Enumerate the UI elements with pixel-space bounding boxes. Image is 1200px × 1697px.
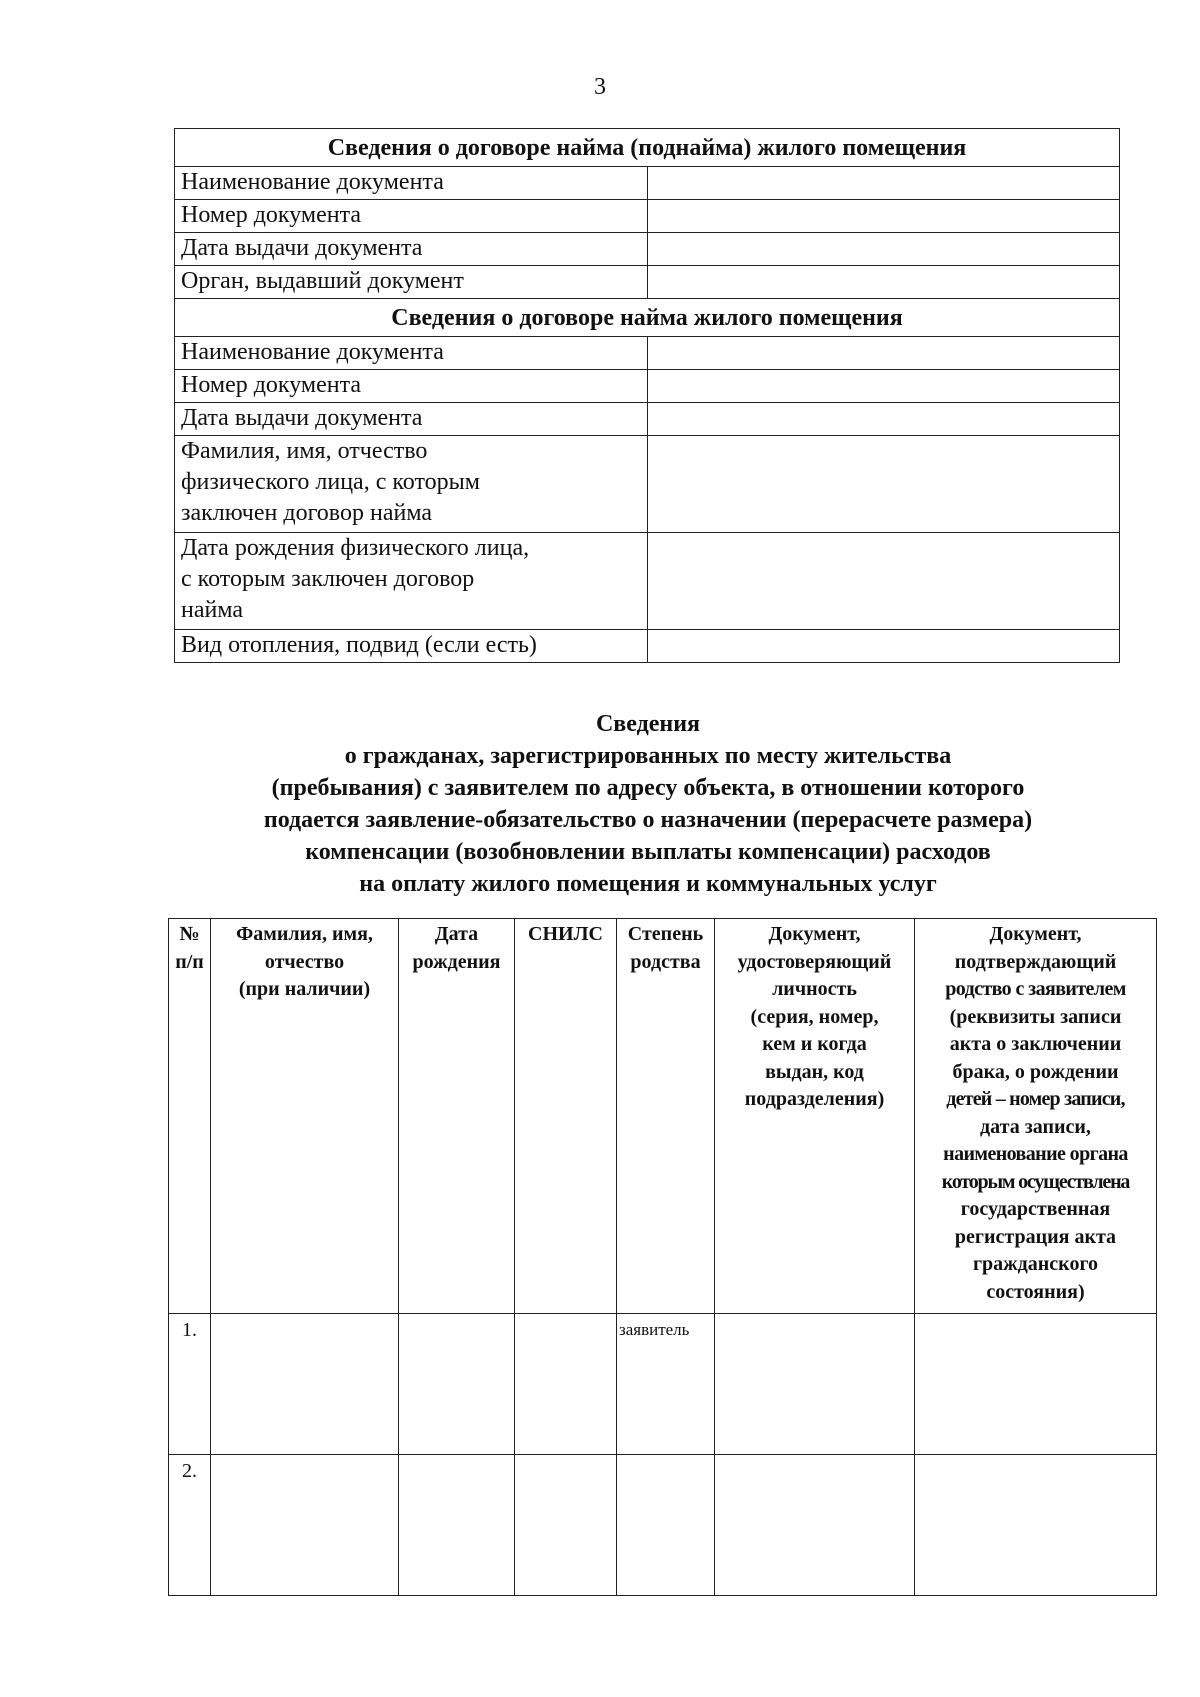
row-label: Номер документа [175,200,648,233]
value-cell[interactable] [647,200,1120,233]
column-header-number [169,919,211,1314]
identity-document-cell[interactable] [715,1314,915,1455]
heading-line: о гражданах, зарегистрированных по месту жительства [344,743,952,769]
heading-line: (пребывания) с заявителем по адресу объекта, в отношении которого [271,775,1025,801]
label-line: с которым заключен договор [181,566,475,592]
section-header-row [175,299,1120,337]
header-line: гражданского [972,1253,1099,1275]
column-header-identity-document [715,919,915,1314]
label-line: физического лица, с которым [181,469,480,495]
page-number: 3 [594,74,606,100]
relationship-cell[interactable]: заявитель [617,1314,715,1455]
row-label [175,436,648,533]
header-line: состояния) [986,1280,1085,1303]
label-line: Дата рождения физического лица, [181,535,530,561]
table-row [169,1455,1157,1596]
table-row [175,167,1120,200]
snils-cell[interactable] [515,1314,617,1455]
label-line: найма [181,597,244,623]
column-header-snils [515,919,617,1314]
header-line: дата записи, [980,1115,1091,1138]
column-header-full-name [211,919,399,1314]
row-number: 2. [169,1455,211,1596]
section-title-sublease: Сведения о договоре найма (поднайма) жилого помещения [175,129,1120,167]
row-number: 1. [169,1314,211,1455]
table-row [175,630,1120,663]
column-header-kinship-document [915,919,1157,1314]
value-cell[interactable] [647,266,1120,299]
row-label: Орган, выдавший документ [175,266,648,299]
header-line: выдан, код [765,1060,864,1083]
citizens-section-heading [150,708,1146,900]
kinship-document-cell[interactable] [915,1455,1157,1596]
snils-cell[interactable] [515,1455,617,1596]
column-header-birth-date [399,919,515,1314]
header-line: № [179,923,200,945]
registered-citizens-table [168,918,1157,1596]
header-line: Степень [627,923,704,945]
row-label: Наименование документа [175,337,648,370]
full-name-cell[interactable] [211,1314,399,1455]
value-cell[interactable] [647,167,1120,200]
heading-line: Сведения [595,711,701,737]
full-name-cell[interactable] [211,1455,399,1596]
table-row [175,266,1120,299]
header-line: наименование органа [943,1143,1128,1165]
table-row [175,533,1120,630]
header-line: родства [630,950,701,973]
header-line: родство с заявителем [945,978,1126,1000]
row-label: Номер документа [175,370,648,403]
column-header-relationship [617,919,715,1314]
header-line: Дата [434,923,479,945]
header-line: отчество [264,950,345,973]
value-cell[interactable] [647,337,1120,370]
heading-line: подается заявление-обязательство о назначении (перерасчете размера) [263,807,1033,833]
header-line: личность [772,978,857,1000]
header-line: Документ, [989,923,1082,945]
tenancy-agreement-table [174,128,1120,663]
header-line: государственная [960,1198,1111,1220]
relationship-cell[interactable] [617,1455,715,1596]
birth-date-cell[interactable] [399,1314,515,1455]
row-label: Наименование документа [175,167,648,200]
row-label: Вид отопления, подвид (если есть) [175,630,648,663]
header-line: детей – номер записи, [946,1088,1125,1110]
header-line: акта о заключении [949,1033,1122,1055]
heading-line: на оплату жилого помещения и коммунальных услуг [359,871,937,897]
header-line: Документ, [768,923,861,945]
kinship-document-cell[interactable] [915,1314,1157,1455]
heading-line: компенсации (возобновлении выплаты компенсации) расходов [305,839,991,865]
header-line: которым осуществлена [941,1170,1130,1193]
table-row [175,200,1120,233]
header-line: удостоверяющий [737,950,892,973]
table-row [175,370,1120,403]
table-row [175,436,1120,533]
header-line: регистрация акта [954,1225,1117,1248]
table-row [175,337,1120,370]
section-title-tenancy: Сведения о договоре найма жилого помещения [175,299,1120,337]
header-line: подтверждающий [954,950,1117,973]
row-label: Дата выдачи документа [175,233,648,266]
value-cell[interactable] [647,233,1120,266]
value-cell[interactable] [647,630,1120,663]
header-line: СНИЛС [528,923,603,945]
value-cell[interactable] [647,436,1120,533]
identity-document-cell[interactable] [715,1455,915,1596]
table-row [175,233,1120,266]
header-line: (при наличии) [238,978,371,1000]
header-line: (серия, номер, [750,1005,879,1028]
row-label: Дата выдачи документа [175,403,648,436]
table-row [175,403,1120,436]
header-line: брака, о рождении [952,1060,1119,1083]
header-line: кем и когда [762,1033,867,1055]
label-line: заключен договор найма [181,500,432,526]
header-line: (реквизиты записи [949,1005,1122,1028]
label-line: Фамилия, имя, отчество [181,438,428,464]
birth-date-cell[interactable] [399,1455,515,1596]
header-line: подразделения) [744,1088,885,1110]
value-cell[interactable] [647,403,1120,436]
table-header-row [169,919,1157,1314]
row-label [175,533,648,630]
header-line: п/п [175,950,204,973]
table-row [169,1314,1157,1455]
header-line: рождения [412,950,501,973]
section-header-row [175,129,1120,167]
value-cell[interactable] [647,370,1120,403]
value-cell[interactable] [647,533,1120,630]
header-line: Фамилия, имя, [236,923,373,945]
